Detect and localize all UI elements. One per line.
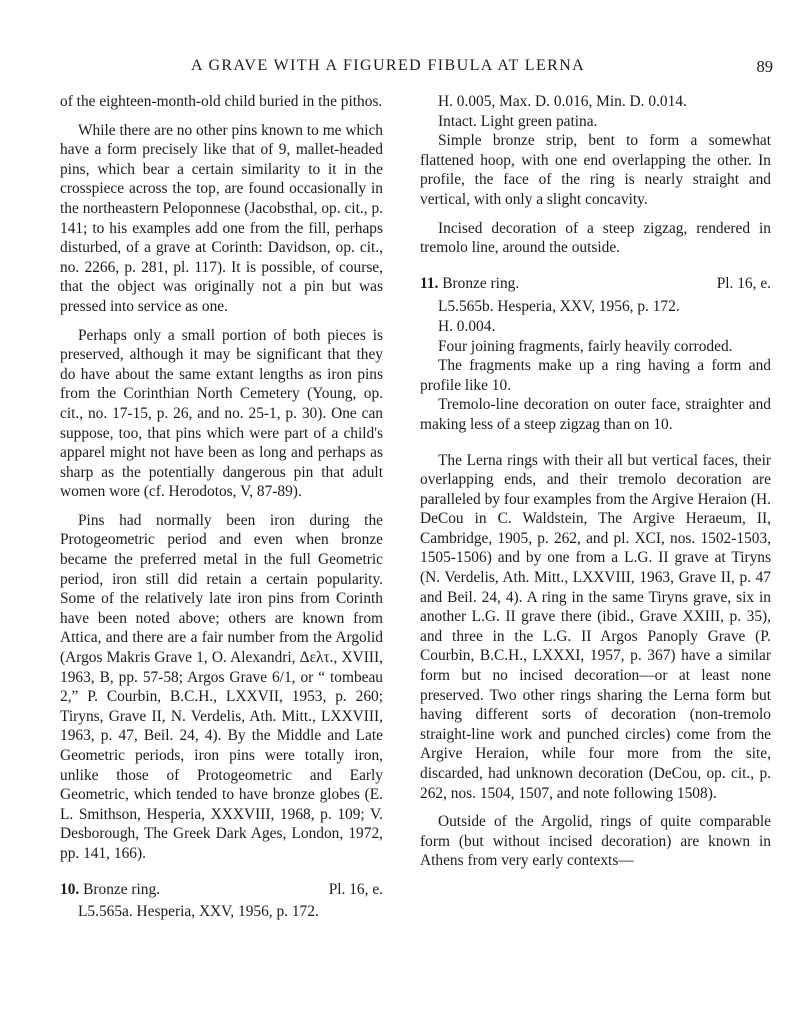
running-header	[60, 57, 773, 79]
paragraph: L5.565b. Hesperia, XXV, 1956, p. 172.	[438, 298, 680, 316]
entry-label: Bronze ring.	[83, 880, 161, 898]
paragraph: Incised decoration of a steep zigzag, rendered in tremolo line, around the outside.	[420, 219, 771, 257]
entry-number: 10.	[60, 880, 80, 898]
paragraph: While there are no other pins known to me which have a form precisely like that of 9, mallet-headed pins, which bear a certain similarity to it in the crosspiece across the top, are found occasionally in the northeastern Peloponnese (Jacobsthal, op. cit., p. 141; to his examples add one from the fill, perhaps disturbed, of a grave at Corinth: Davidson, op. cit., no. 2266, p. 281, pl. 117). It is possible, of course, that the object was originally not a pin but was pressed into service as one.	[60, 121, 383, 315]
catalog-entry-heading	[420, 274, 771, 294]
right-column	[420, 92, 771, 871]
paragraph: The Lerna rings with their all but vertical faces, their overlapping ends, and their tremolo decoration are paralleled by four examples from the Argive Heraion (H. DeCou in C. Waldstein, The Argive Heraeum, II, Cambridge, 1905, p. 262, and pl. XCI, nos. 1502-1503, 1505-1506) and by one from a L.G. II grave at Tiryns (N. Verdelis, Ath. Mitt., LXXVIII, 1963, Grave II, p. 47 and Beil. 24, 4). A ring in the same Tiryns grave, six in another L.G. II grave there (ibid., Grave XXIII, p. 35), and three in the L.G. II Argos Panoply Grave (P. Courbin, B.C.H., LXXXI, 1957, p. 367) have a similar form but no incised decoration—or at least none preserved. Two other rings sharing the Lerna form but having different sorts of decoration (non-tremolo straight-line work and punched circles) come from the Argive Heraion, while four more from the site, discarded, had unknown decoration (DeCou, op. cit., p. 262, nos. 1504, 1507, and note following 1508).	[420, 451, 771, 802]
paragraph: Tremolo-line decoration on outer face, straighter and making less of a steep zigzag than on 10.	[420, 396, 771, 433]
catalog-entry-heading	[60, 880, 383, 900]
paragraph: Perhaps only a small portion of both pieces is preserved, although it may be significant that they do have about the same extant lengths as iron pins from the Corinthian North Cemetery (Young, op. cit., no. 17-15, p. 26, and no. 25-1, p. 30). One can suppose, too, that pins which were part of a child's apparel might not have been as long and perhaps as sharp as the potentially dangerous pin that adult women wore (cf. Herodotos, V, 87-89).	[60, 326, 383, 501]
entry-number: 11.	[420, 274, 439, 292]
paragraph: Outside of the Argolid, rings of quite comparable form (but without incised decoration) are known in Athens from very early contexts—	[420, 813, 771, 870]
running-title: A GRAVE WITH A FIGURED FIBULA AT LERNA	[191, 57, 586, 74]
paragraph: of the eighteen-month-old child buried in the pithos.	[60, 93, 383, 110]
paragraph: H. 0.005, Max. D. 0.016, Min. D. 0.014.	[438, 93, 687, 110]
paragraph: Four joining fragments, fairly heavily corroded.	[438, 337, 733, 355]
paragraph: Intact. Light green patina.	[438, 112, 598, 130]
page-number: 89	[756, 57, 773, 76]
paragraph: L5.565a. Hesperia, XXV, 1956, p. 172.	[78, 903, 319, 921]
paragraph: H. 0.004.	[438, 317, 496, 335]
entry-plate: Pl. 16, e.	[328, 880, 383, 898]
entry-plate: Pl. 16, e.	[716, 274, 771, 292]
entry-label: Bronze ring.	[442, 274, 520, 292]
paragraph: Pins had normally been iron during the Protogeometric period and even when bronze became the preferred metal in the full Geometric period, iron still did retain a certain popularity. Some of the relatively late iron pins from Corinth have been noted above; others are known from Attica, and there are a fair number from the Argolid (Argos Makris Grave 1, O. Alexandri, Δελτ., XVIII, 1963, B, pp. 57-58; Argos Grave 6/1, or “ tombeau 2,” P. Courbin, B.C.H., LXXVII, 1953, p. 260; Tiryns, Grave II, N. Verdelis, Ath. Mitt., LXXVIII, 1963, p. 47, Beil. 24, 4). By the Middle and Late Geometric periods, iron pins were totally iron, unlike those of Protogeometric and Early Geometric, which tended to have bronze globes (E. L. Smithson, Hesperia, XXXVIII, 1968, p. 109; V. Desborough, The Greek Dark Ages, London, 1972, pp. 141, 166).	[60, 511, 383, 862]
paragraph: Simple bronze strip, bent to form a somewhat flattened hoop, with one end overlapping the other. In profile, the face of the ring is nearly straight and vertical, with only a slight concavity.	[420, 132, 771, 208]
left-column	[60, 92, 383, 922]
paragraph: The fragments make up a ring having a form and profile like 10.	[420, 357, 771, 394]
